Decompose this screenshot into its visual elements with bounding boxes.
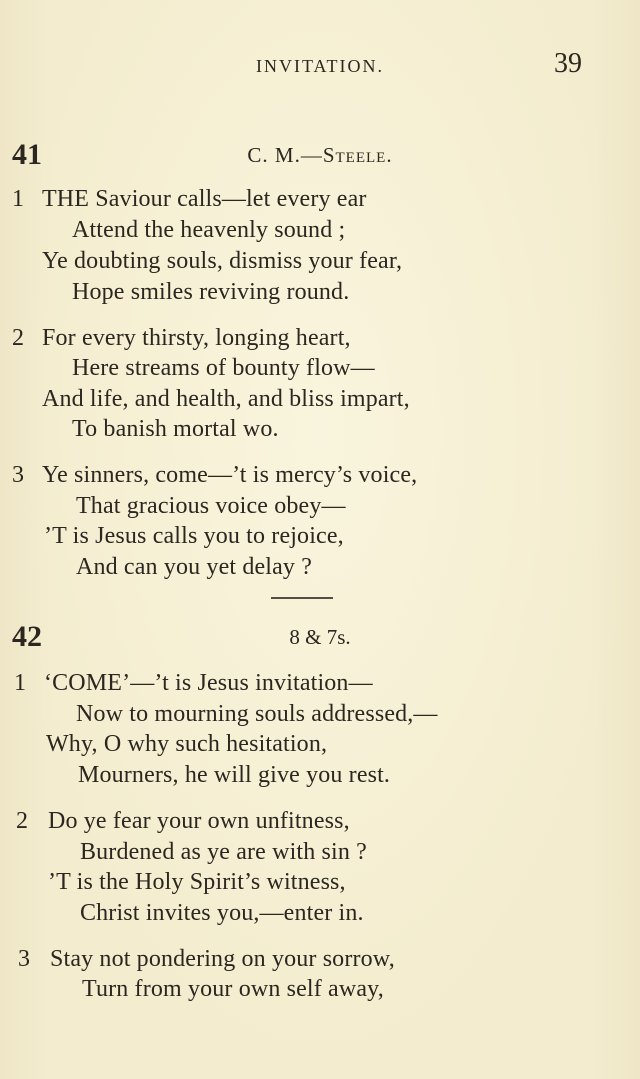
stanza-number: 1: [14, 670, 27, 696]
hymn-meter: 8 & 7s.: [289, 625, 351, 649]
verse-line: THE Saviour calls—let every ear: [42, 186, 367, 212]
verse-line: For every thirsty, longing heart,: [42, 325, 351, 351]
page-number: 39: [554, 48, 582, 79]
verse-line: Now to mourning souls addressed,—: [76, 701, 438, 727]
verse-line: Attend the heavenly sound ;: [72, 217, 346, 243]
verse-line: That gracious voice obey—: [76, 493, 346, 519]
verse-line: Ye doubting souls, dismiss your fear,: [42, 248, 403, 274]
verse-line: Mourners, he will give you rest.: [78, 762, 391, 788]
verse-line: ‘COME’—’t is Jesus invitation—: [44, 670, 373, 696]
section-divider: [271, 597, 333, 599]
verse-line: ’T is Jesus calls you to rejoice,: [44, 523, 344, 549]
hymn-meter: [0, 143, 640, 168]
verse-line: Christ invites you,—enter in.: [80, 900, 364, 926]
stanza-number: 2: [16, 808, 29, 834]
verse-line: Burdened as ye are with sin ?: [80, 839, 367, 865]
verse-line: Do ye fear your own unfitness,: [48, 808, 350, 834]
stanza-number: 1: [12, 186, 25, 212]
hymn-number: 41: [12, 138, 42, 171]
stanza-number: 2: [12, 325, 25, 351]
verse-line: Ye sinners, come—’t is mercy’s voice,: [42, 462, 418, 488]
verse-line: And can you yet delay ?: [76, 554, 313, 580]
verse-line: ’T is the Holy Spirit’s witness,: [48, 869, 346, 895]
hymn-number: 42: [12, 620, 42, 653]
verse-line: Turn from your own self away,: [82, 976, 384, 1002]
verse-line: To banish mortal wo.: [72, 416, 279, 442]
verse-line: Why, O why such hesitation,: [46, 731, 328, 757]
stanza-number: 3: [18, 946, 31, 972]
verse-line: Here streams of bounty flow—: [72, 355, 375, 381]
verse-line: Stay not pondering on your sorrow,: [50, 946, 395, 972]
hymn-author: Steele.: [322, 143, 393, 167]
verse-line: Hope smiles reviving round.: [72, 279, 350, 305]
stanza-number: 3: [12, 462, 25, 488]
running-header: INVITATION.: [255, 56, 385, 76]
verse-line: And life, and health, and bliss impart,: [42, 386, 410, 412]
meter-label: C. M.—: [247, 143, 323, 167]
